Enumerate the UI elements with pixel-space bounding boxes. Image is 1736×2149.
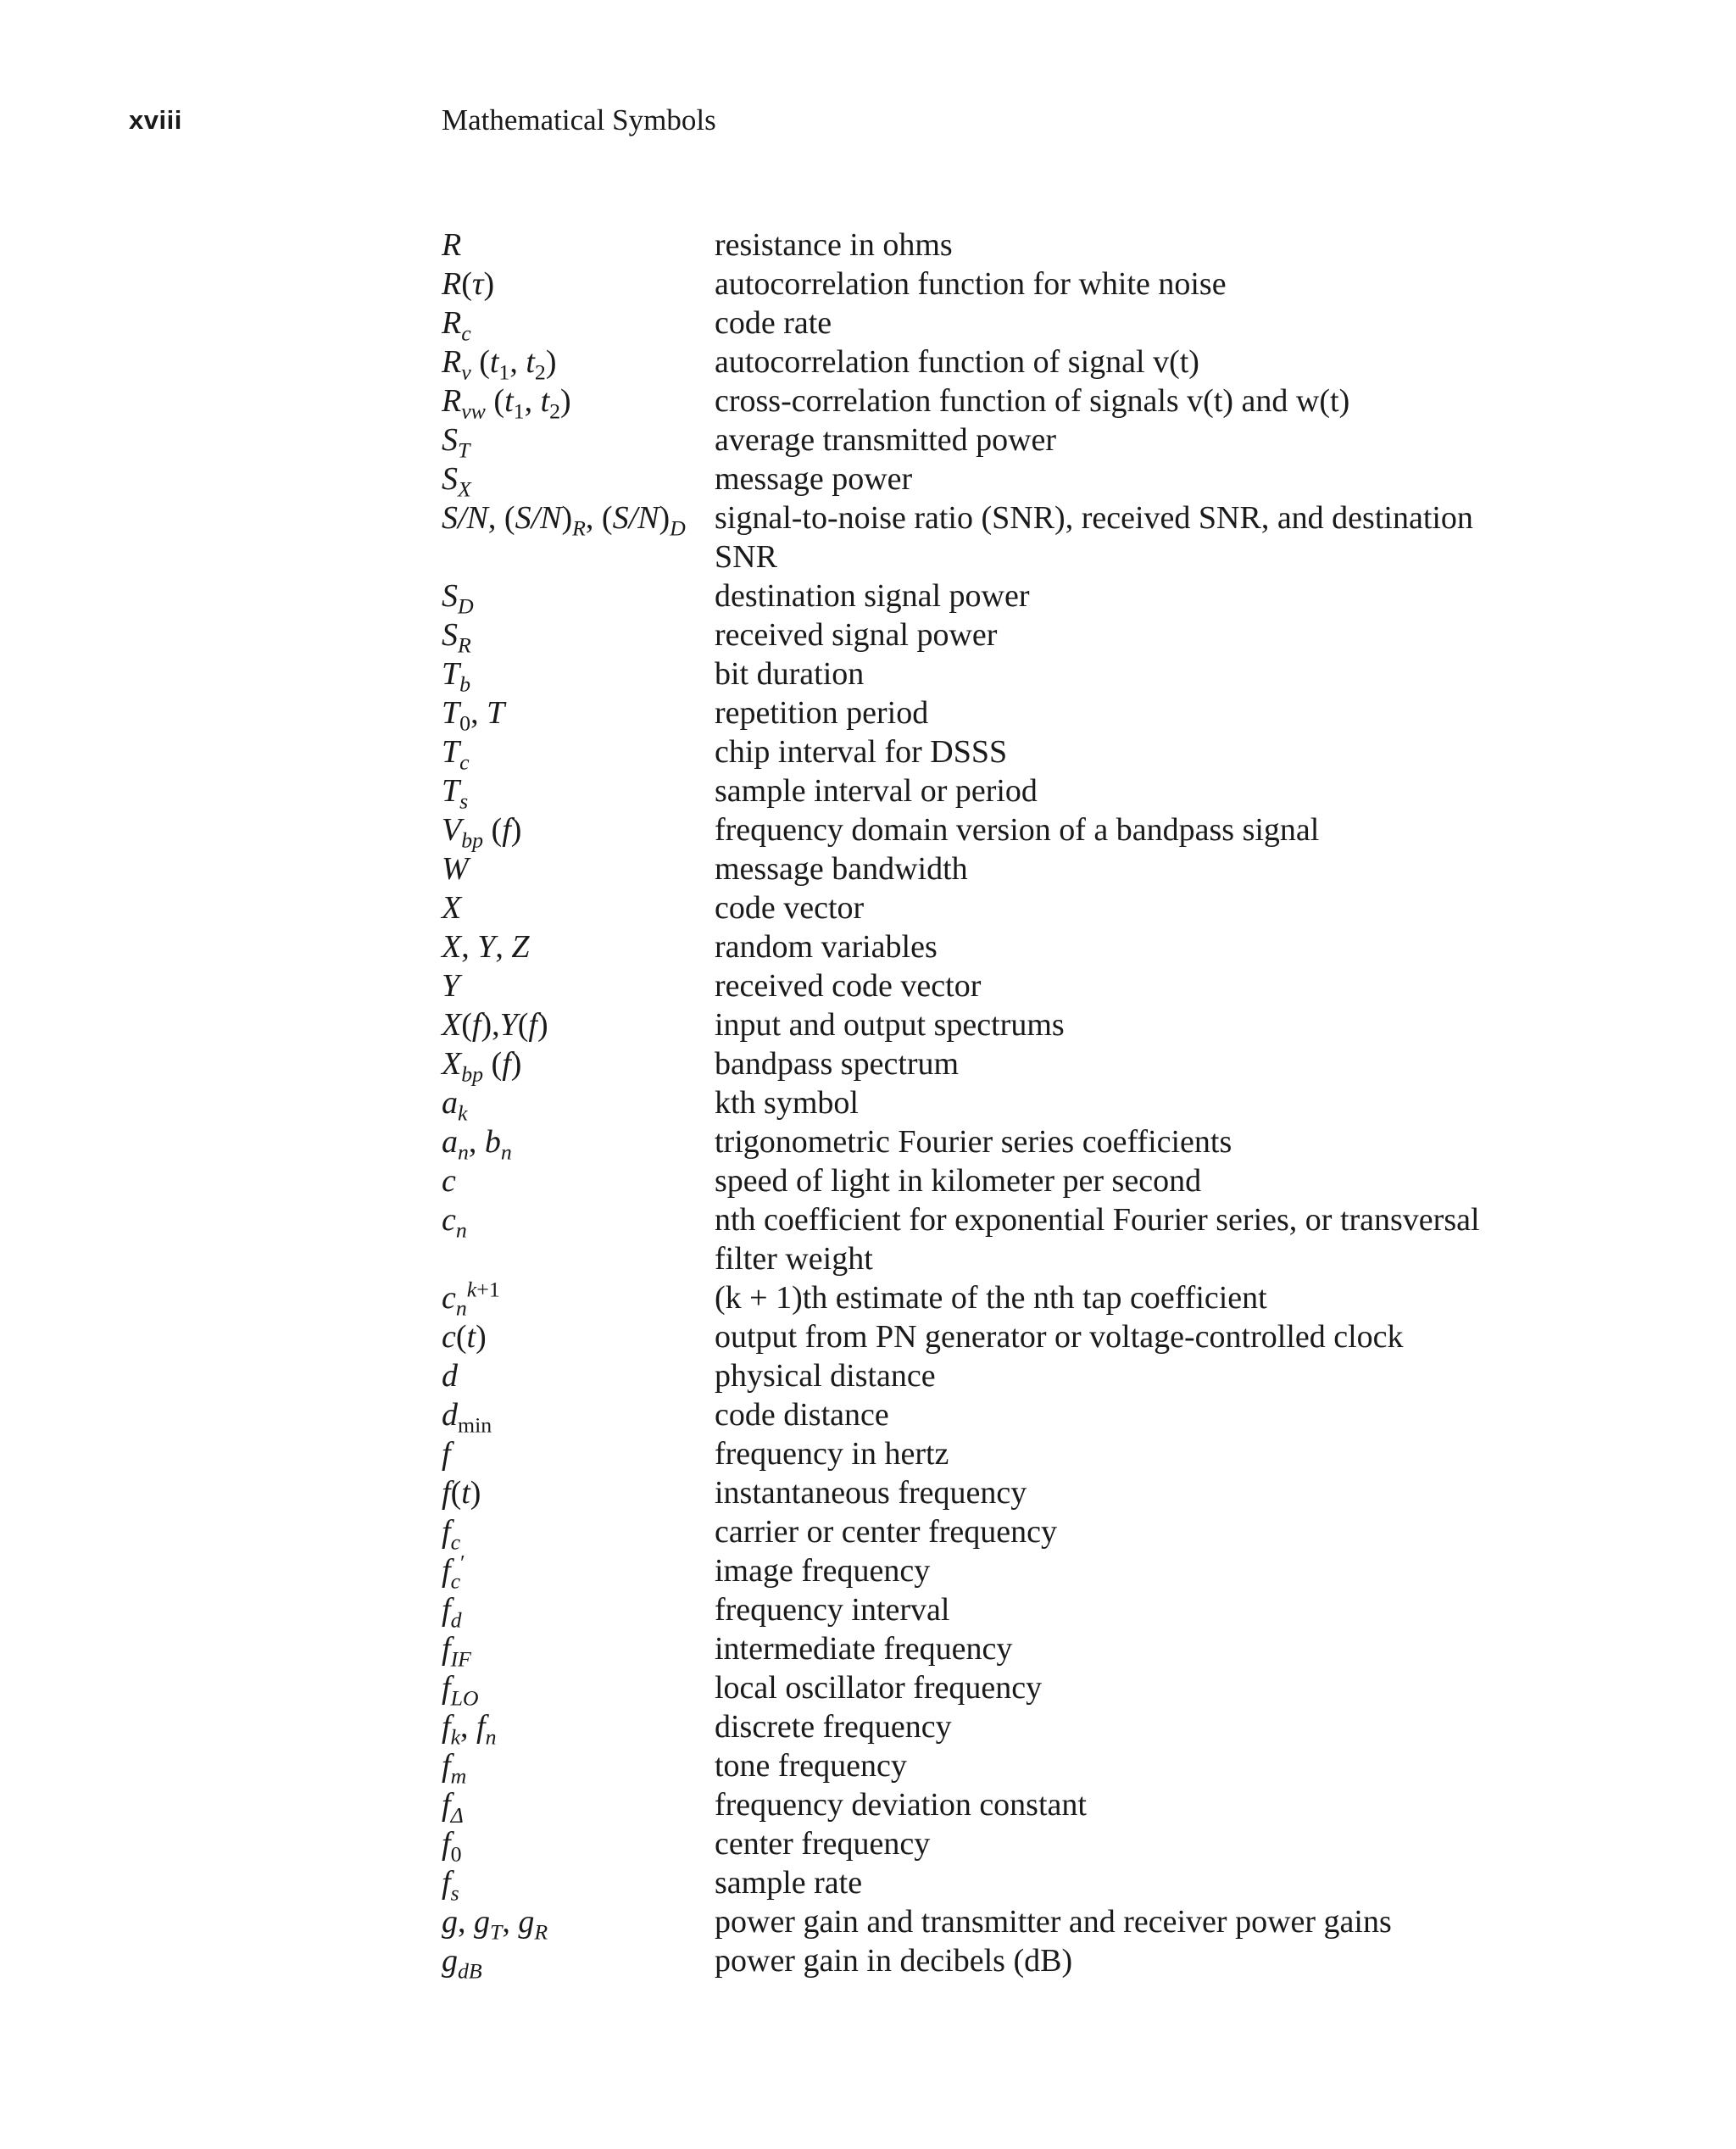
symbol-description: repetition period: [715, 695, 929, 731]
symbol: $V_{bp}$ (f): [442, 812, 522, 853]
glossary-row: [442, 693, 1561, 736]
symbol-description: center frequency: [715, 1826, 931, 1862]
glossary-row: [442, 303, 1561, 346]
symbol: $c_n$: [442, 1202, 467, 1243]
symbol-description: received code vector: [715, 968, 982, 1004]
symbol-description: code distance: [715, 1397, 889, 1433]
symbol-description: local oscillator frequency: [715, 1670, 1043, 1706]
glossary-row: [442, 420, 1561, 463]
symbol: $S_T$: [442, 422, 470, 463]
symbol-description: bit duration: [715, 656, 865, 692]
glossary-row: [442, 1902, 1561, 1945]
glossary-row: [442, 225, 1561, 264]
glossary-row: [442, 381, 1561, 424]
symbol: $a_n$, $b_n$: [442, 1124, 512, 1165]
symbol: $f_c$: [442, 1514, 461, 1555]
glossary-row: [442, 771, 1561, 814]
symbol-description: resistance in ohms: [715, 227, 953, 263]
symbol-description: code rate: [715, 305, 832, 341]
symbol-description: physical distance: [715, 1358, 936, 1394]
symbol: c: [442, 1163, 456, 1199]
symbol-description: power gain in decibels (dB): [715, 1943, 1073, 1979]
symbol: $c_n^{k+1}$: [442, 1277, 500, 1321]
symbol: $R_c$: [442, 305, 471, 346]
glossary-row: [442, 654, 1561, 697]
symbol-description: message bandwidth: [715, 851, 968, 887]
glossary-row: [442, 1590, 1561, 1633]
symbol: g, $g_T$, $g_R$: [442, 1904, 548, 1945]
symbol: $T_c$: [442, 734, 470, 775]
glossary-row: [442, 459, 1561, 502]
symbol-description: random variables: [715, 929, 938, 965]
symbol-description: frequency interval: [715, 1592, 950, 1628]
symbol: f(t): [442, 1475, 481, 1511]
symbol-description: frequency domain version of a bandpass signal: [715, 812, 1320, 848]
symbol-description: signal-to-noise ratio (SNR), received SNR, and destination SNR: [715, 500, 1473, 575]
symbol: $X_{bp}$ (f): [442, 1046, 522, 1087]
symbol-description: nth coefficient for exponential Fourier series, or transversal filter weight: [715, 1202, 1480, 1277]
glossary-row: [442, 1629, 1561, 1672]
symbol: $R_{vw}$ ($t_1$, $t_2$): [442, 383, 571, 424]
glossary-row: [442, 966, 1561, 1005]
symbol-description: trigonometric Fourier series coefficients: [715, 1124, 1232, 1160]
glossary-row: [442, 1550, 1561, 1594]
glossary-row: [442, 498, 1561, 576]
symbol-description: instantaneous frequency: [715, 1475, 1027, 1511]
symbol: c(t): [442, 1319, 487, 1355]
symbol-description: (k + 1)th estimate of the nth tap coefficient: [715, 1280, 1267, 1316]
glossary-row: [442, 264, 1561, 303]
glossary-row: [442, 1746, 1561, 1789]
symbol-description: image frequency: [715, 1553, 931, 1589]
glossary-row: [442, 1161, 1561, 1200]
symbol-glossary: [442, 225, 1561, 1984]
symbol-description: frequency in hertz: [715, 1436, 949, 1472]
symbol: $T_s$: [442, 773, 469, 814]
symbol: $f_0$: [442, 1826, 462, 1867]
symbol: R: [442, 227, 462, 263]
glossary-row: [442, 615, 1561, 658]
symbol: S/N, $(S/N)_R$, $(S/N)_D$: [442, 500, 686, 541]
symbol-description: autocorrelation function for white noise: [715, 266, 1227, 302]
glossary-row: [442, 732, 1561, 775]
symbol: X, Y, Z: [442, 929, 530, 965]
symbol: $T_0$, T: [442, 695, 505, 736]
symbol: $f_k$, $f_n$: [442, 1709, 497, 1750]
symbol-description: discrete frequency: [715, 1709, 952, 1745]
symbol-description: destination signal power: [715, 578, 1030, 614]
glossary-row: [442, 1863, 1561, 1906]
symbol: $a_k$: [442, 1085, 468, 1126]
symbol: W: [442, 851, 469, 887]
symbol-description: input and output spectrums: [715, 1007, 1065, 1043]
symbol: $f_c'$: [442, 1550, 465, 1594]
symbol: $f_m$: [442, 1748, 467, 1789]
glossary-row: [442, 1785, 1561, 1828]
glossary-row: [442, 849, 1561, 888]
symbol-description: carrier or center frequency: [715, 1514, 1057, 1550]
glossary-row: [442, 1707, 1561, 1750]
glossary-row: [442, 1083, 1561, 1126]
symbol: X(f),Y(f): [442, 1007, 548, 1043]
symbol-description: code vector: [715, 890, 865, 926]
glossary-row: [442, 1395, 1561, 1438]
symbol-description: cross-correlation function of signals v(t) and w(t): [715, 383, 1350, 419]
symbol: $f_{IF}$: [442, 1631, 471, 1672]
symbol-description: sample interval or period: [715, 773, 1038, 809]
symbol-description: tone frequency: [715, 1748, 907, 1784]
symbol: $d_{min}$: [442, 1397, 492, 1438]
symbol: $f_{LO}$: [442, 1670, 479, 1711]
symbol-description: autocorrelation function of signal v(t): [715, 344, 1199, 380]
symbol-description: received signal power: [715, 617, 998, 653]
glossary-row: [442, 810, 1561, 853]
glossary-row: [442, 1824, 1561, 1867]
glossary-row: [442, 576, 1561, 619]
symbol-description: power gain and transmitter and receiver power gains: [715, 1904, 1392, 1940]
glossary-row: [442, 1356, 1561, 1395]
symbol: d: [442, 1358, 458, 1394]
glossary-row: [442, 927, 1561, 966]
symbol: X: [442, 890, 462, 926]
symbol: R(τ): [442, 266, 495, 302]
glossary-row: [442, 1122, 1561, 1165]
page-number: xviii: [129, 105, 182, 135]
symbol-description: sample rate: [715, 1865, 863, 1901]
symbol: $f_d$: [442, 1592, 462, 1633]
glossary-row: [442, 1512, 1561, 1555]
glossary-row: [442, 1005, 1561, 1044]
symbol: $R_v$ ($t_1$, $t_2$): [442, 344, 557, 385]
glossary-row: [442, 1200, 1561, 1278]
glossary-row: [442, 342, 1561, 385]
symbol-description: intermediate frequency: [715, 1631, 1013, 1667]
symbol: f: [442, 1436, 451, 1472]
symbol: $f_s$: [442, 1865, 459, 1906]
symbol: $S_D$: [442, 578, 474, 619]
symbol-description: kth symbol: [715, 1085, 859, 1121]
glossary-row: [442, 888, 1561, 927]
symbol-description: speed of light in kilometer per second: [715, 1163, 1202, 1199]
symbol-description: average transmitted power: [715, 422, 1057, 458]
symbol: $f_\Delta$: [442, 1787, 464, 1828]
running-title: Mathematical Symbols: [442, 103, 716, 136]
glossary-row: [442, 1941, 1561, 1984]
symbol: $T_b$: [442, 656, 471, 697]
symbol: Y: [442, 968, 460, 1004]
glossary-row: [442, 1044, 1561, 1087]
glossary-row: [442, 1668, 1561, 1711]
glossary-row: [442, 1277, 1561, 1321]
symbol-description: frequency deviation constant: [715, 1787, 1087, 1823]
symbol-description: chip interval for DSSS: [715, 734, 1008, 770]
glossary-row: [442, 1434, 1561, 1473]
symbol: $S_R$: [442, 617, 471, 658]
symbol-description: bandpass spectrum: [715, 1046, 960, 1082]
symbol: $g_{dB}$: [442, 1943, 482, 1984]
symbol: $S_X$: [442, 461, 471, 502]
symbol-description: message power: [715, 461, 913, 497]
glossary-row: [442, 1473, 1561, 1512]
glossary-row: [442, 1317, 1561, 1356]
symbol-description: output from PN generator or voltage-controlled clock: [715, 1319, 1404, 1355]
